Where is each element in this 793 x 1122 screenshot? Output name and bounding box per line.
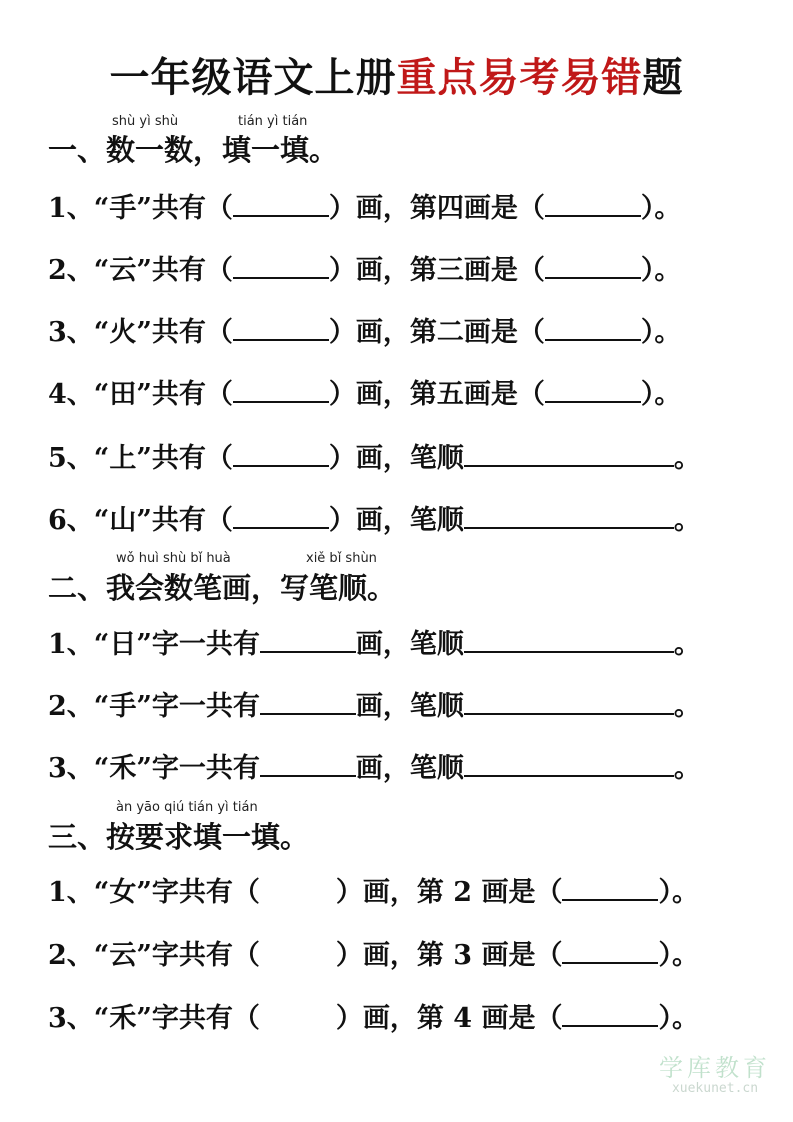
answer-blank[interactable] bbox=[233, 317, 329, 341]
answer-blank[interactable] bbox=[260, 629, 356, 653]
answer-blank[interactable] bbox=[233, 505, 329, 529]
title-end: 题 bbox=[642, 54, 684, 101]
section2-pinyin-a: wǒ huì shù bǐ huà bbox=[116, 551, 231, 566]
answer-blank[interactable] bbox=[545, 317, 641, 341]
watermark bbox=[659, 1048, 771, 1096]
title-black: 一年级语文上册 bbox=[109, 54, 397, 101]
answer-blank[interactable] bbox=[464, 691, 674, 715]
page-title bbox=[0, 46, 793, 103]
s1-item-1: 1、“手”共有（ ）画，第四画是（ ）。 bbox=[48, 193, 682, 224]
section2-heading: 二、我会数笔画，写笔顺。 bbox=[48, 571, 397, 605]
answer-blank[interactable] bbox=[233, 443, 329, 467]
answer-blank[interactable] bbox=[260, 753, 356, 777]
section1-heading: 一、数一数，填一填。 bbox=[48, 133, 339, 167]
answer-blank[interactable] bbox=[233, 193, 329, 217]
answer-blank[interactable] bbox=[464, 753, 674, 777]
s3-item-3: 3、“禾”字共有（ ）画，第 4 画是（ ）。 bbox=[48, 1003, 699, 1034]
watermark-cn: 学库教育 bbox=[659, 1054, 771, 1082]
s2-item-2: 2、“手”字一共有 画，笔顺 。 bbox=[48, 691, 701, 722]
answer-blank[interactable] bbox=[464, 443, 674, 467]
answer-blank[interactable] bbox=[260, 691, 356, 715]
answer-blank[interactable] bbox=[545, 193, 641, 217]
s1-item-5: 5、“上”共有（ ）画，笔顺 。 bbox=[48, 443, 701, 474]
s3-item-1: 1、“女”字共有（ ）画，第 2 画是（ ）。 bbox=[48, 877, 699, 908]
s2-item-1: 1、“日”字一共有 画，笔顺 。 bbox=[48, 629, 701, 660]
answer-blank[interactable] bbox=[233, 255, 329, 279]
section2-pinyin-b: xiě bǐ shùn bbox=[306, 551, 377, 566]
answer-blank[interactable] bbox=[464, 629, 674, 653]
answer-blank[interactable] bbox=[545, 379, 641, 403]
answer-blank[interactable] bbox=[545, 255, 641, 279]
section3-pinyin: àn yāo qiú tián yì tián bbox=[116, 800, 258, 815]
s1-item-6: 6、“山”共有（ ）画，笔顺 。 bbox=[48, 505, 701, 536]
watermark-en: xuekunet.cn bbox=[671, 1081, 759, 1096]
s1-item-4: 4、“田”共有（ ）画，第五画是（ ）。 bbox=[48, 379, 682, 410]
s1-item-2: 2、“云”共有（ ）画，第三画是（ ）。 bbox=[48, 255, 682, 286]
section1-pinyin-a: shù yì shù bbox=[112, 114, 179, 129]
title-red: 重点易考易错 bbox=[396, 54, 643, 101]
answer-blank[interactable] bbox=[562, 877, 658, 901]
answer-blank[interactable] bbox=[562, 1003, 658, 1027]
answer-blank[interactable] bbox=[562, 940, 658, 964]
section1-pinyin-b: tián yì tián bbox=[238, 114, 308, 129]
s3-item-2: 2、“云”字共有（ ）画，第 3 画是（ ）。 bbox=[48, 940, 699, 971]
section3-heading: 三、按要求填一填。 bbox=[48, 820, 310, 854]
answer-blank[interactable] bbox=[464, 505, 674, 529]
s1-item-3: 3、“火”共有（ ）画，第二画是（ ）。 bbox=[48, 317, 682, 348]
s2-item-3: 3、“禾”字一共有 画，笔顺 。 bbox=[48, 753, 701, 784]
answer-blank[interactable] bbox=[233, 379, 329, 403]
